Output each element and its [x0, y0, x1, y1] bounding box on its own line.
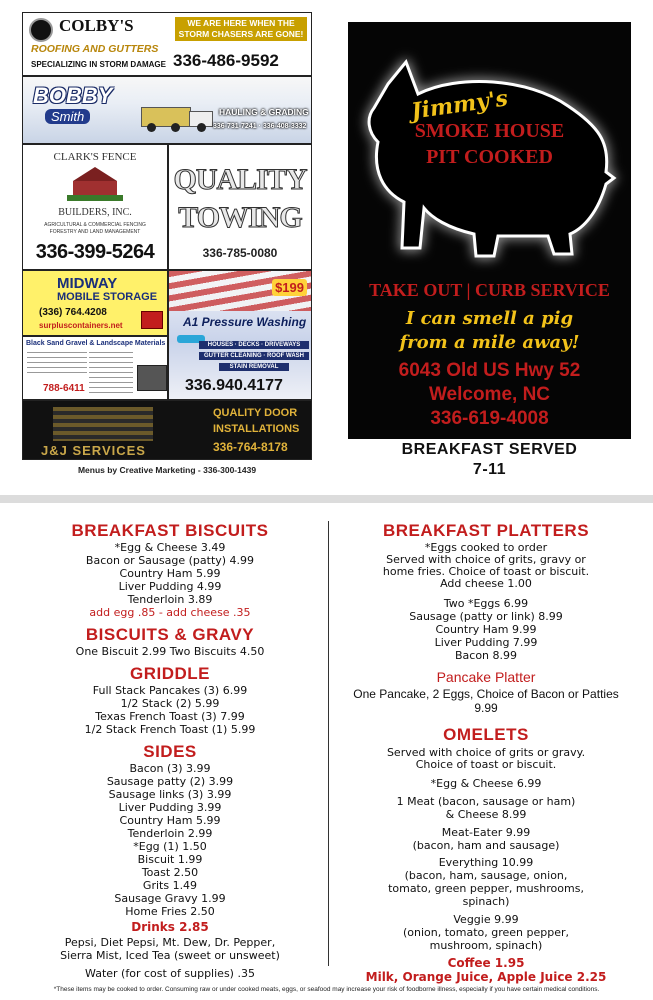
platter-note: *Eggs cooked to order — [424, 541, 548, 554]
menu-item: (bacon, ham and sausage) — [412, 839, 560, 852]
griddle-heading: GRIDDLE — [130, 664, 210, 683]
menu-item: Water (for cost of supplies) .35 — [85, 967, 255, 980]
menu-item: Veggie 9.99 — [453, 913, 519, 926]
menu-item: Sausage patty (2) 3.99 — [106, 775, 234, 788]
coffee-price: Coffee 1.95 — [447, 956, 525, 970]
menu-item: Texas French Toast (3) 7.99 — [95, 710, 245, 723]
flag-icon — [53, 407, 153, 441]
quality-phone: 336-785-0080 — [202, 246, 278, 260]
ads-panel — [0, 0, 653, 495]
clarks-sub: BUILDERS, INC. — [58, 207, 132, 218]
biscuits-heading: BREAKFAST BISCUITS — [71, 521, 269, 540]
menu-item: *Egg (1) 1.50 — [133, 840, 207, 853]
bobby-script: Smith — [45, 109, 90, 124]
bobby-service: HAULING & GRADING — [219, 107, 309, 117]
menu-item: Grits 1.49 — [142, 879, 198, 892]
breakfast-served-hours — [348, 440, 631, 480]
platter-note: Add cheese 1.00 — [440, 577, 532, 590]
menu-item: Bacon (3) 3.99 — [129, 762, 211, 775]
colbys-phone: 336-486-9592 — [173, 51, 279, 70]
midway-site: surpluscontainers.net — [39, 321, 123, 330]
platter-note: home fries. Choice of toast or biscuit. — [382, 565, 590, 578]
menu-panel — [0, 503, 653, 1000]
menu-item: Liver Pudding 3.99 — [118, 801, 222, 814]
menu-item: Sausage Gravy 1.99 — [114, 892, 226, 905]
gravy-heading: BISCUITS & GRAVY — [85, 625, 255, 644]
blacksand-title: Black Sand Gravel & Landscape Materials — [26, 340, 166, 347]
midway-phone: (336) 764.4208 — [39, 307, 107, 318]
menu-item: 1 Meat (bacon, sausage or ham) — [396, 795, 576, 808]
menu-item: Liver Pudding 7.99 — [434, 636, 538, 649]
ad-bobby-hauling — [22, 76, 312, 144]
menu-item: Sausage (patty or link) 8.99 — [409, 610, 563, 623]
platters-heading: BREAKFAST PLATTERS — [382, 521, 590, 540]
menu-item: (bacon, ham, sausage, onion, — [404, 869, 568, 882]
menu-item: Liver Pudding 4.99 — [118, 580, 222, 593]
menu-item: Tenderloin 3.89 — [127, 593, 213, 606]
a1-price: $199 — [272, 279, 307, 296]
poster-slogan1: I can smell a pig — [405, 308, 574, 329]
sides-heading: SIDES — [143, 742, 197, 761]
colbys-logo-icon — [29, 18, 53, 42]
menu-item: 1/2 Stack French Toast (1) 5.99 — [84, 723, 256, 736]
dump-truck-icon — [141, 103, 215, 131]
menu-item: Country Ham 5.99 — [119, 814, 221, 827]
poster-phone: 336-619-4008 — [430, 408, 549, 429]
column-divider — [328, 521, 329, 966]
jimmys-poster — [348, 22, 631, 439]
a1-phone: 336.940.4177 — [185, 377, 283, 394]
menu-item: *Egg & Cheese 6.99 — [430, 777, 542, 790]
truck-photo-icon — [137, 365, 167, 391]
quality-line1: QUALITY — [173, 163, 307, 196]
menu-item: Biscuit 1.99 — [137, 853, 203, 866]
health-disclaimer: *These items may be cooked to order. Consuming raw or under cooked meats, eggs, or seafood may increase your risk of foodborne illness, especially if you have certain medical conditions. — [53, 986, 600, 993]
midway-line1: MIDWAY — [57, 275, 118, 292]
container-icon — [141, 311, 163, 329]
ad-clarks-fence — [22, 144, 168, 270]
clarks-desc1: AGRICULTURAL & COMMERCIAL FENCING — [44, 222, 146, 228]
colbys-slogan: WE ARE HERE WHEN THE STORM CHASERS ARE GONE! — [175, 17, 307, 41]
menu-item: Sausage links (3) 3.99 — [108, 788, 232, 801]
poster-address2: Welcome, NC — [428, 384, 551, 405]
jj-name: J&J SERVICES — [41, 443, 146, 458]
gravel-list-lines — [27, 352, 87, 376]
clarks-phone: 336-399-5264 — [35, 241, 155, 263]
pancake-platter-price: 9.99 — [474, 701, 498, 715]
credit-line: Menus by Creative Marketing - 336-300-1439 — [77, 465, 257, 475]
a1-services1: HOUSES · DECKS · DRIVEWAYS — [199, 341, 309, 349]
poster-slogan2: from a mile away! — [399, 332, 580, 353]
ad-midway-storage — [22, 270, 168, 336]
barn-icon — [67, 167, 123, 203]
jj-phone: 336-764-8178 — [213, 440, 288, 454]
menu-item: Bacon or Sausage (patty) 4.99 — [85, 554, 255, 567]
pancake-platter-desc: One Pancake, 2 Eggs, Choice of Bacon or Patties — [353, 687, 619, 701]
menu-item: spinach) — [462, 895, 510, 908]
menu-item: Toast 2.50 — [141, 866, 199, 879]
colbys-name: COLBY'S — [59, 16, 134, 35]
clarks-desc2: FORESTRY AND LAND MANAGEMENT — [49, 229, 141, 235]
poster-line2: PIT COOKED — [426, 146, 553, 168]
menu-item: Pepsi, Diet Pepsi, Mt. Dew, Dr. Pepper, — [64, 936, 276, 949]
menu-item: One Biscuit 2.99 Two Biscuits 4.50 — [75, 645, 265, 658]
omelets-heading: OMELETS — [443, 725, 529, 744]
bobby-phones: 336-731-7241 · 336-408-3332 — [213, 123, 307, 130]
menu-item: 1/2 Stack (2) 5.99 — [120, 697, 220, 710]
menu-item: tomato, green pepper, mushrooms, — [388, 882, 584, 895]
colbys-tag: SPECIALIZING IN STORM DAMAGE — [31, 60, 166, 69]
a1-services3: STAIN REMOVAL — [219, 363, 289, 371]
omelet-note: Choice of toast or biscuit. — [415, 758, 557, 771]
ad-black-sand-gravel — [22, 336, 168, 400]
menu-item: Full Stack Pancakes (3) 6.99 — [92, 684, 248, 697]
menu-item: & Cheese 8.99 — [445, 808, 527, 821]
drinks-heading: Drinks 2.85 — [131, 920, 209, 934]
menu-item: (onion, tomato, green pepper, — [402, 926, 570, 939]
poster-service: TAKE OUT | CURB SERVICE — [369, 280, 610, 300]
menu-item: Sierra Mist, Iced Tea (sweet or unsweet) — [60, 949, 280, 962]
ad-quality-towing — [168, 144, 312, 270]
quality-line2: TOWING — [178, 201, 302, 234]
menu-item: Everything 10.99 — [438, 856, 534, 869]
jj-line2: INSTALLATIONS — [213, 423, 300, 435]
breakfast-served-line2: 7-11 — [472, 461, 507, 478]
menu-item: Tenderloin 2.99 — [127, 827, 213, 840]
menu-item: mushroom, spinach) — [429, 939, 543, 952]
menu-item: Home Fries 2.50 — [125, 905, 215, 918]
menu-item: *Egg & Cheese 3.49 — [114, 541, 226, 554]
midway-line2: MOBILE STORAGE — [57, 291, 158, 303]
ad-jj-services — [22, 400, 312, 460]
poster-line1: SMOKE HOUSE — [414, 120, 565, 142]
biscuit-addons: add egg .85 - add cheese .35 — [89, 606, 251, 619]
juice-price: Milk, Orange Juice, Apple Juice 2.25 — [365, 970, 607, 984]
menu-item: Meat-Eater 9.99 — [441, 826, 531, 839]
colbys-sub: ROOFING AND GUTTERS — [31, 43, 159, 55]
gravel-list-lines-2 — [89, 352, 133, 394]
menu-item: Two *Eggs 6.99 — [443, 597, 529, 610]
clarks-name: CLARK'S FENCE — [53, 151, 137, 163]
bobby-name: BOBBY — [33, 83, 113, 108]
a1-services2: GUTTER CLEANING · ROOF WASH — [199, 352, 309, 360]
platter-note: Served with choice of grits, gravy or — [386, 553, 586, 566]
poster-brand: Jimmy's — [409, 85, 510, 125]
a1-title: A1 Pressure Washing — [183, 315, 307, 329]
jj-line1: QUALITY DOOR — [213, 407, 298, 419]
menu-item: Country Ham 9.99 — [435, 623, 537, 636]
ad-colbys-roofing — [22, 12, 312, 76]
breakfast-served-line1: BREAKFAST SERVED — [401, 441, 578, 458]
omelet-note: Served with choice of grits or gravy. — [386, 746, 586, 759]
menu-item: Bacon 8.99 — [454, 649, 518, 662]
poster-address1: 6043 Old US Hwy 52 — [398, 360, 581, 381]
pancake-platter-heading: Pancake Platter — [436, 669, 536, 685]
blacksand-phone: 788-6411 — [43, 383, 85, 394]
ad-a1-pressure-washing — [168, 270, 312, 400]
menu-item: Country Ham 5.99 — [119, 567, 221, 580]
